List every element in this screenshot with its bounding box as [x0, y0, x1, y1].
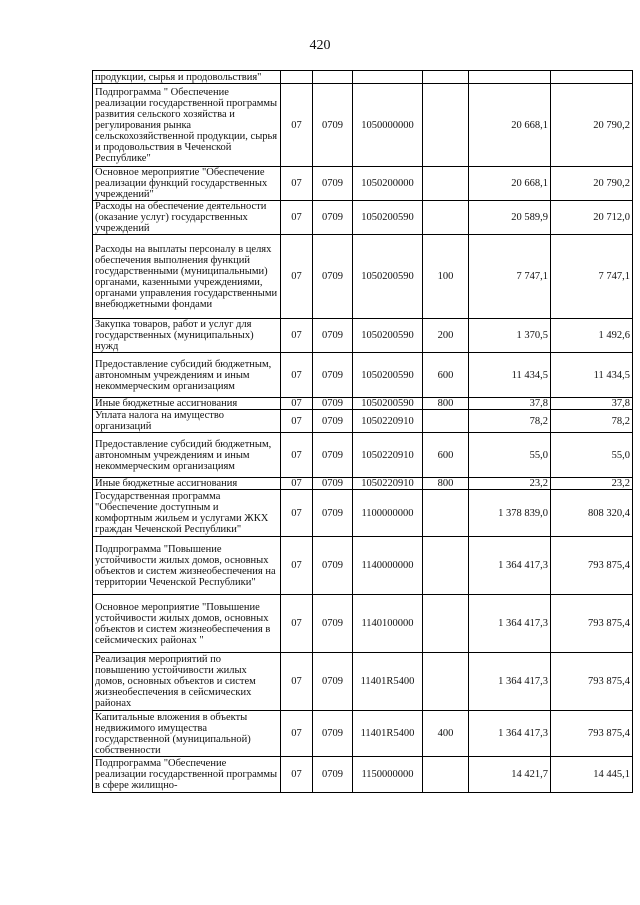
table-row — [93, 410, 633, 433]
budget-table — [92, 70, 633, 793]
table-row — [93, 71, 633, 84]
amount-year1-cell: 37,8 — [469, 398, 551, 410]
section-code-cell: 07 — [281, 653, 313, 711]
amount-year2-cell: 1 492,6 — [551, 319, 633, 353]
amount-year1-cell: 20 668,1 — [469, 84, 551, 167]
expense-type-cell — [423, 201, 469, 235]
target-article-cell: 1050200590 — [353, 353, 423, 398]
amount-year1-cell: 78,2 — [469, 410, 551, 433]
row-name-cell: Расходы на выплаты персоналу в целях обеспечения выполнения функций государственными (муниципальными) органами, казенными учреждениями, органами управления государственными внебюджетными фондами — [93, 235, 281, 319]
amount-year1-cell: 1 364 417,3 — [469, 537, 551, 595]
expense-type-cell — [423, 537, 469, 595]
amount-year2-cell: 793 875,4 — [551, 595, 633, 653]
table-row — [93, 595, 633, 653]
subsection-code-cell: 0709 — [313, 478, 353, 490]
amount-year2-cell: 14 445,1 — [551, 757, 633, 793]
expense-type-cell — [423, 653, 469, 711]
amount-year2-cell: 20 790,2 — [551, 167, 633, 201]
page-number: 420 — [309, 38, 331, 53]
expense-type-cell: 400 — [423, 711, 469, 757]
target-article-cell — [353, 71, 423, 84]
row-name-cell: Иные бюджетные ассигнования — [93, 398, 281, 410]
row-name-cell: Расходы на обеспечение деятельности (оказание услуг) государственных учреждений — [93, 201, 281, 235]
section-code-cell: 07 — [281, 201, 313, 235]
subsection-code-cell: 0709 — [313, 711, 353, 757]
target-article-cell: 1050200590 — [353, 319, 423, 353]
section-code-cell: 07 — [281, 353, 313, 398]
amount-year1-cell: 1 378 839,0 — [469, 490, 551, 537]
expense-type-cell — [423, 167, 469, 201]
section-code-cell: 07 — [281, 398, 313, 410]
table-row — [93, 711, 633, 757]
row-name-cell: Предоставление субсидий бюджетным, автономным учреждениям и иным некоммерческим организациям — [93, 433, 281, 478]
row-name-cell: Подпрограмма "Обеспечение реализации государственной программы в сфере жилищно- — [93, 757, 281, 793]
expense-type-cell — [423, 410, 469, 433]
expense-type-cell — [423, 84, 469, 167]
expense-type-cell — [423, 595, 469, 653]
row-name-cell: Государственная программа "Обеспечение доступным и комфортным жильем и услугами ЖКХ граждан Чеченской Республики" — [93, 490, 281, 537]
amount-year1-cell: 1 364 417,3 — [469, 595, 551, 653]
amount-year2-cell — [551, 71, 633, 84]
table-row — [93, 537, 633, 595]
expense-type-cell: 600 — [423, 353, 469, 398]
row-name-cell: Иные бюджетные ассигнования — [93, 478, 281, 490]
section-code-cell: 07 — [281, 757, 313, 793]
section-code-cell: 07 — [281, 537, 313, 595]
amount-year1-cell: 1 370,5 — [469, 319, 551, 353]
subsection-code-cell — [313, 71, 353, 84]
target-article-cell: 1050220910 — [353, 410, 423, 433]
amount-year2-cell: 78,2 — [551, 410, 633, 433]
subsection-code-cell: 0709 — [313, 757, 353, 793]
subsection-code-cell: 0709 — [313, 537, 353, 595]
amount-year2-cell: 7 747,1 — [551, 235, 633, 319]
table-row — [93, 353, 633, 398]
amount-year2-cell: 793 875,4 — [551, 711, 633, 757]
target-article-cell: 1050000000 — [353, 84, 423, 167]
table-row — [93, 398, 633, 410]
amount-year1-cell: 1 364 417,3 — [469, 653, 551, 711]
target-article-cell: 11401R5400 — [353, 711, 423, 757]
section-code-cell: 07 — [281, 167, 313, 201]
expense-type-cell: 100 — [423, 235, 469, 319]
amount-year2-cell: 20 790,2 — [551, 84, 633, 167]
target-article-cell: 11401R5400 — [353, 653, 423, 711]
table-row — [93, 433, 633, 478]
row-name-cell: Подпрограмма "Повышение устойчивости жилых домов, основных объектов и систем жизнеобеспечения на территории Чеченской Республики" — [93, 537, 281, 595]
amount-year1-cell: 20 668,1 — [469, 167, 551, 201]
row-name-cell: Основное мероприятие "Повышение устойчивости жилых домов, основных объектов и систем жизнеобеспечения в сейсмических районах " — [93, 595, 281, 653]
row-name-cell: Реализация мероприятий по повышению устойчивости жилых домов, основных объектов и систем жизнеобеспечения в сейсмических районах — [93, 653, 281, 711]
table-row — [93, 235, 633, 319]
table-row — [93, 478, 633, 490]
section-code-cell: 07 — [281, 410, 313, 433]
subsection-code-cell: 0709 — [313, 167, 353, 201]
section-code-cell: 07 — [281, 84, 313, 167]
subsection-code-cell: 0709 — [313, 235, 353, 319]
table-row — [93, 201, 633, 235]
row-name-cell: Основное мероприятие "Обеспечение реализации функций государственных учреждений" — [93, 167, 281, 201]
subsection-code-cell: 0709 — [313, 353, 353, 398]
target-article-cell: 1140000000 — [353, 537, 423, 595]
subsection-code-cell: 0709 — [313, 84, 353, 167]
target-article-cell: 1150000000 — [353, 757, 423, 793]
amount-year2-cell: 23,2 — [551, 478, 633, 490]
amount-year2-cell: 808 320,4 — [551, 490, 633, 537]
section-code-cell: 07 — [281, 478, 313, 490]
table-row — [93, 490, 633, 537]
row-name-cell: продукции, сырья и продовольствия" — [93, 71, 281, 84]
table-row — [93, 757, 633, 793]
expense-type-cell — [423, 490, 469, 537]
expense-type-cell: 800 — [423, 398, 469, 410]
table-row — [93, 84, 633, 167]
target-article-cell: 1050220910 — [353, 478, 423, 490]
subsection-code-cell: 0709 — [313, 398, 353, 410]
expense-type-cell: 600 — [423, 433, 469, 478]
amount-year2-cell: 793 875,4 — [551, 537, 633, 595]
section-code-cell: 07 — [281, 235, 313, 319]
subsection-code-cell: 0709 — [313, 433, 353, 478]
amount-year2-cell: 11 434,5 — [551, 353, 633, 398]
amount-year1-cell: 11 434,5 — [469, 353, 551, 398]
row-name-cell: Капитальные вложения в объекты недвижимого имущества государственной (муниципальной) собственности — [93, 711, 281, 757]
amount-year1-cell: 23,2 — [469, 478, 551, 490]
target-article-cell: 1050200000 — [353, 167, 423, 201]
amount-year1-cell: 1 364 417,3 — [469, 711, 551, 757]
table-row — [93, 653, 633, 711]
amount-year2-cell: 37,8 — [551, 398, 633, 410]
expense-type-cell: 800 — [423, 478, 469, 490]
expense-type-cell: 200 — [423, 319, 469, 353]
amount-year1-cell: 20 589,9 — [469, 201, 551, 235]
subsection-code-cell: 0709 — [313, 490, 353, 537]
amount-year1-cell: 7 747,1 — [469, 235, 551, 319]
amount-year2-cell: 20 712,0 — [551, 201, 633, 235]
expense-type-cell — [423, 71, 469, 84]
subsection-code-cell: 0709 — [313, 201, 353, 235]
section-code-cell: 07 — [281, 711, 313, 757]
row-name-cell: Предоставление субсидий бюджетным, автономным учреждениям и иным некоммерческим организациям — [93, 353, 281, 398]
amount-year1-cell — [469, 71, 551, 84]
section-code-cell: 07 — [281, 433, 313, 478]
section-code-cell — [281, 71, 313, 84]
amount-year2-cell: 55,0 — [551, 433, 633, 478]
target-article-cell: 1140100000 — [353, 595, 423, 653]
table-row — [93, 319, 633, 353]
target-article-cell: 1050220910 — [353, 433, 423, 478]
subsection-code-cell: 0709 — [313, 595, 353, 653]
target-article-cell: 1050200590 — [353, 201, 423, 235]
expense-type-cell — [423, 757, 469, 793]
amount-year2-cell: 793 875,4 — [551, 653, 633, 711]
row-name-cell: Уплата налога на имущество организаций — [93, 410, 281, 433]
section-code-cell: 07 — [281, 595, 313, 653]
subsection-code-cell: 0709 — [313, 653, 353, 711]
table-row — [93, 167, 633, 201]
row-name-cell: Закупка товаров, работ и услуг для государственных (муниципальных) нужд — [93, 319, 281, 353]
section-code-cell: 07 — [281, 319, 313, 353]
subsection-code-cell: 0709 — [313, 410, 353, 433]
amount-year1-cell: 55,0 — [469, 433, 551, 478]
target-article-cell: 1100000000 — [353, 490, 423, 537]
amount-year1-cell: 14 421,7 — [469, 757, 551, 793]
target-article-cell: 1050200590 — [353, 398, 423, 410]
subsection-code-cell: 0709 — [313, 319, 353, 353]
target-article-cell: 1050200590 — [353, 235, 423, 319]
section-code-cell: 07 — [281, 490, 313, 537]
row-name-cell: Подпрограмма " Обеспечение реализации государственной программы развития сельского хозяйства и регулирования рынка сельскохозяйственной продукции, сырья и продовольствия в Чеченской Республике" — [93, 84, 281, 167]
